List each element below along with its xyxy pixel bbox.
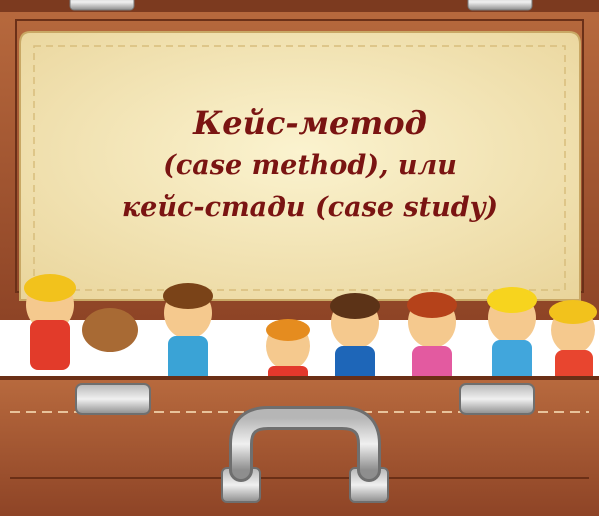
base-latch-right xyxy=(460,384,534,414)
title-line-3: кейс-стади (case study) xyxy=(121,192,499,223)
title-line-2: (case method), или xyxy=(163,150,457,181)
base-latch-left xyxy=(76,384,150,414)
title-line-1: Кейс-метод xyxy=(193,104,427,142)
lid-clasp-right xyxy=(468,0,532,10)
lid-clasp-left xyxy=(70,0,134,10)
